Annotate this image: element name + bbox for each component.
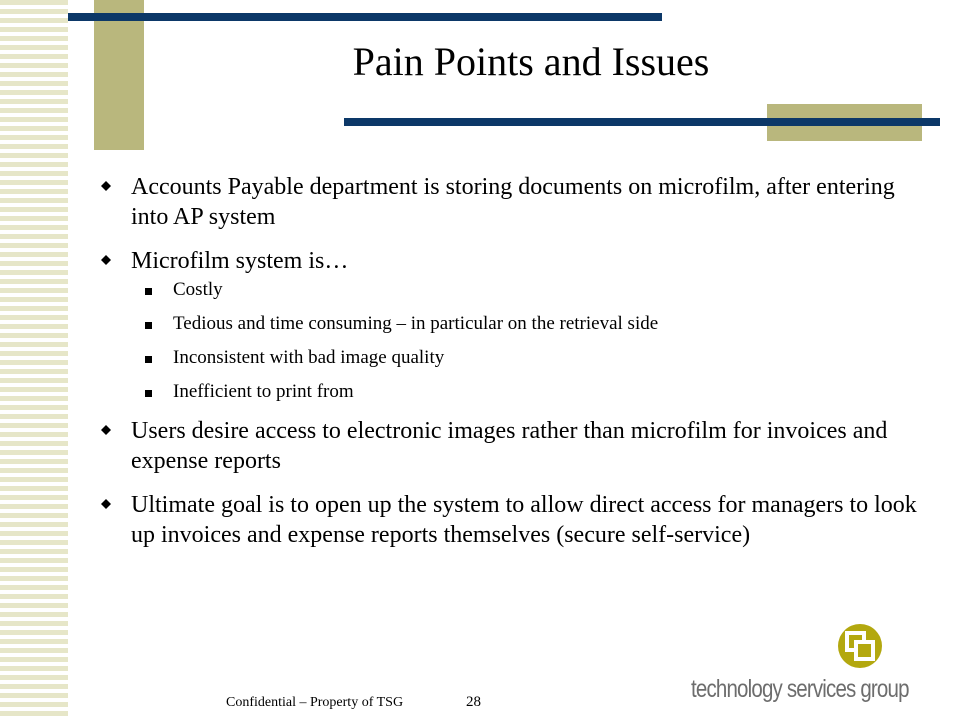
footer-confidential: Confidential – Property of TSG [226,695,404,710]
sub-bullet-item [98,278,928,302]
sub-bullet-item [98,380,928,404]
tsg-logo-icon [836,622,884,670]
sub-bullet-item [98,312,928,336]
decorative-stripes [0,0,68,720]
sub-bullet-item [98,346,928,370]
square-bullet-icon [145,322,152,329]
bullet-list [98,172,928,564]
diamond-bullet-icon [98,496,114,512]
diamond-bullet-icon [98,422,114,438]
sub-bullet-text: Tedious and time consuming – in particular on the retrieval side [173,313,659,334]
bullet-item [98,416,928,476]
bullet-text: Accounts Payable department is storing documents on microfilm, after entering into AP system [131,174,895,230]
bullet-text: Ultimate goal is to open up the system to allow direct access for managers to look up invoices and expense reports themselves (secure self-service) [131,492,917,548]
square-bullet-icon [145,356,152,363]
decorative-navy-line-top [68,13,662,21]
decorative-navy-line-bottom [344,118,940,126]
sub-bullet-text: Inconsistent with bad image quality [173,347,445,368]
square-bullet-icon [145,390,152,397]
diamond-bullet-icon [98,178,114,194]
bullet-item [98,246,928,276]
slide-title: Pain Points and Issues [352,39,710,84]
sub-bullet-text: Inefficient to print from [173,381,354,402]
bullet-text: Microfilm system is… [131,248,349,274]
square-bullet-icon [145,288,152,295]
page-number: 28 [466,694,481,710]
sub-bullet-list [98,278,928,404]
tsg-logo-text: technology services group [691,675,909,703]
bullet-item [98,490,928,550]
bullet-item [98,172,928,232]
sub-bullet-text: Costly [173,279,223,300]
bullet-text: Users desire access to electronic images rather than microfilm for invoices and expense reports [131,418,888,474]
diamond-bullet-icon [98,252,114,268]
